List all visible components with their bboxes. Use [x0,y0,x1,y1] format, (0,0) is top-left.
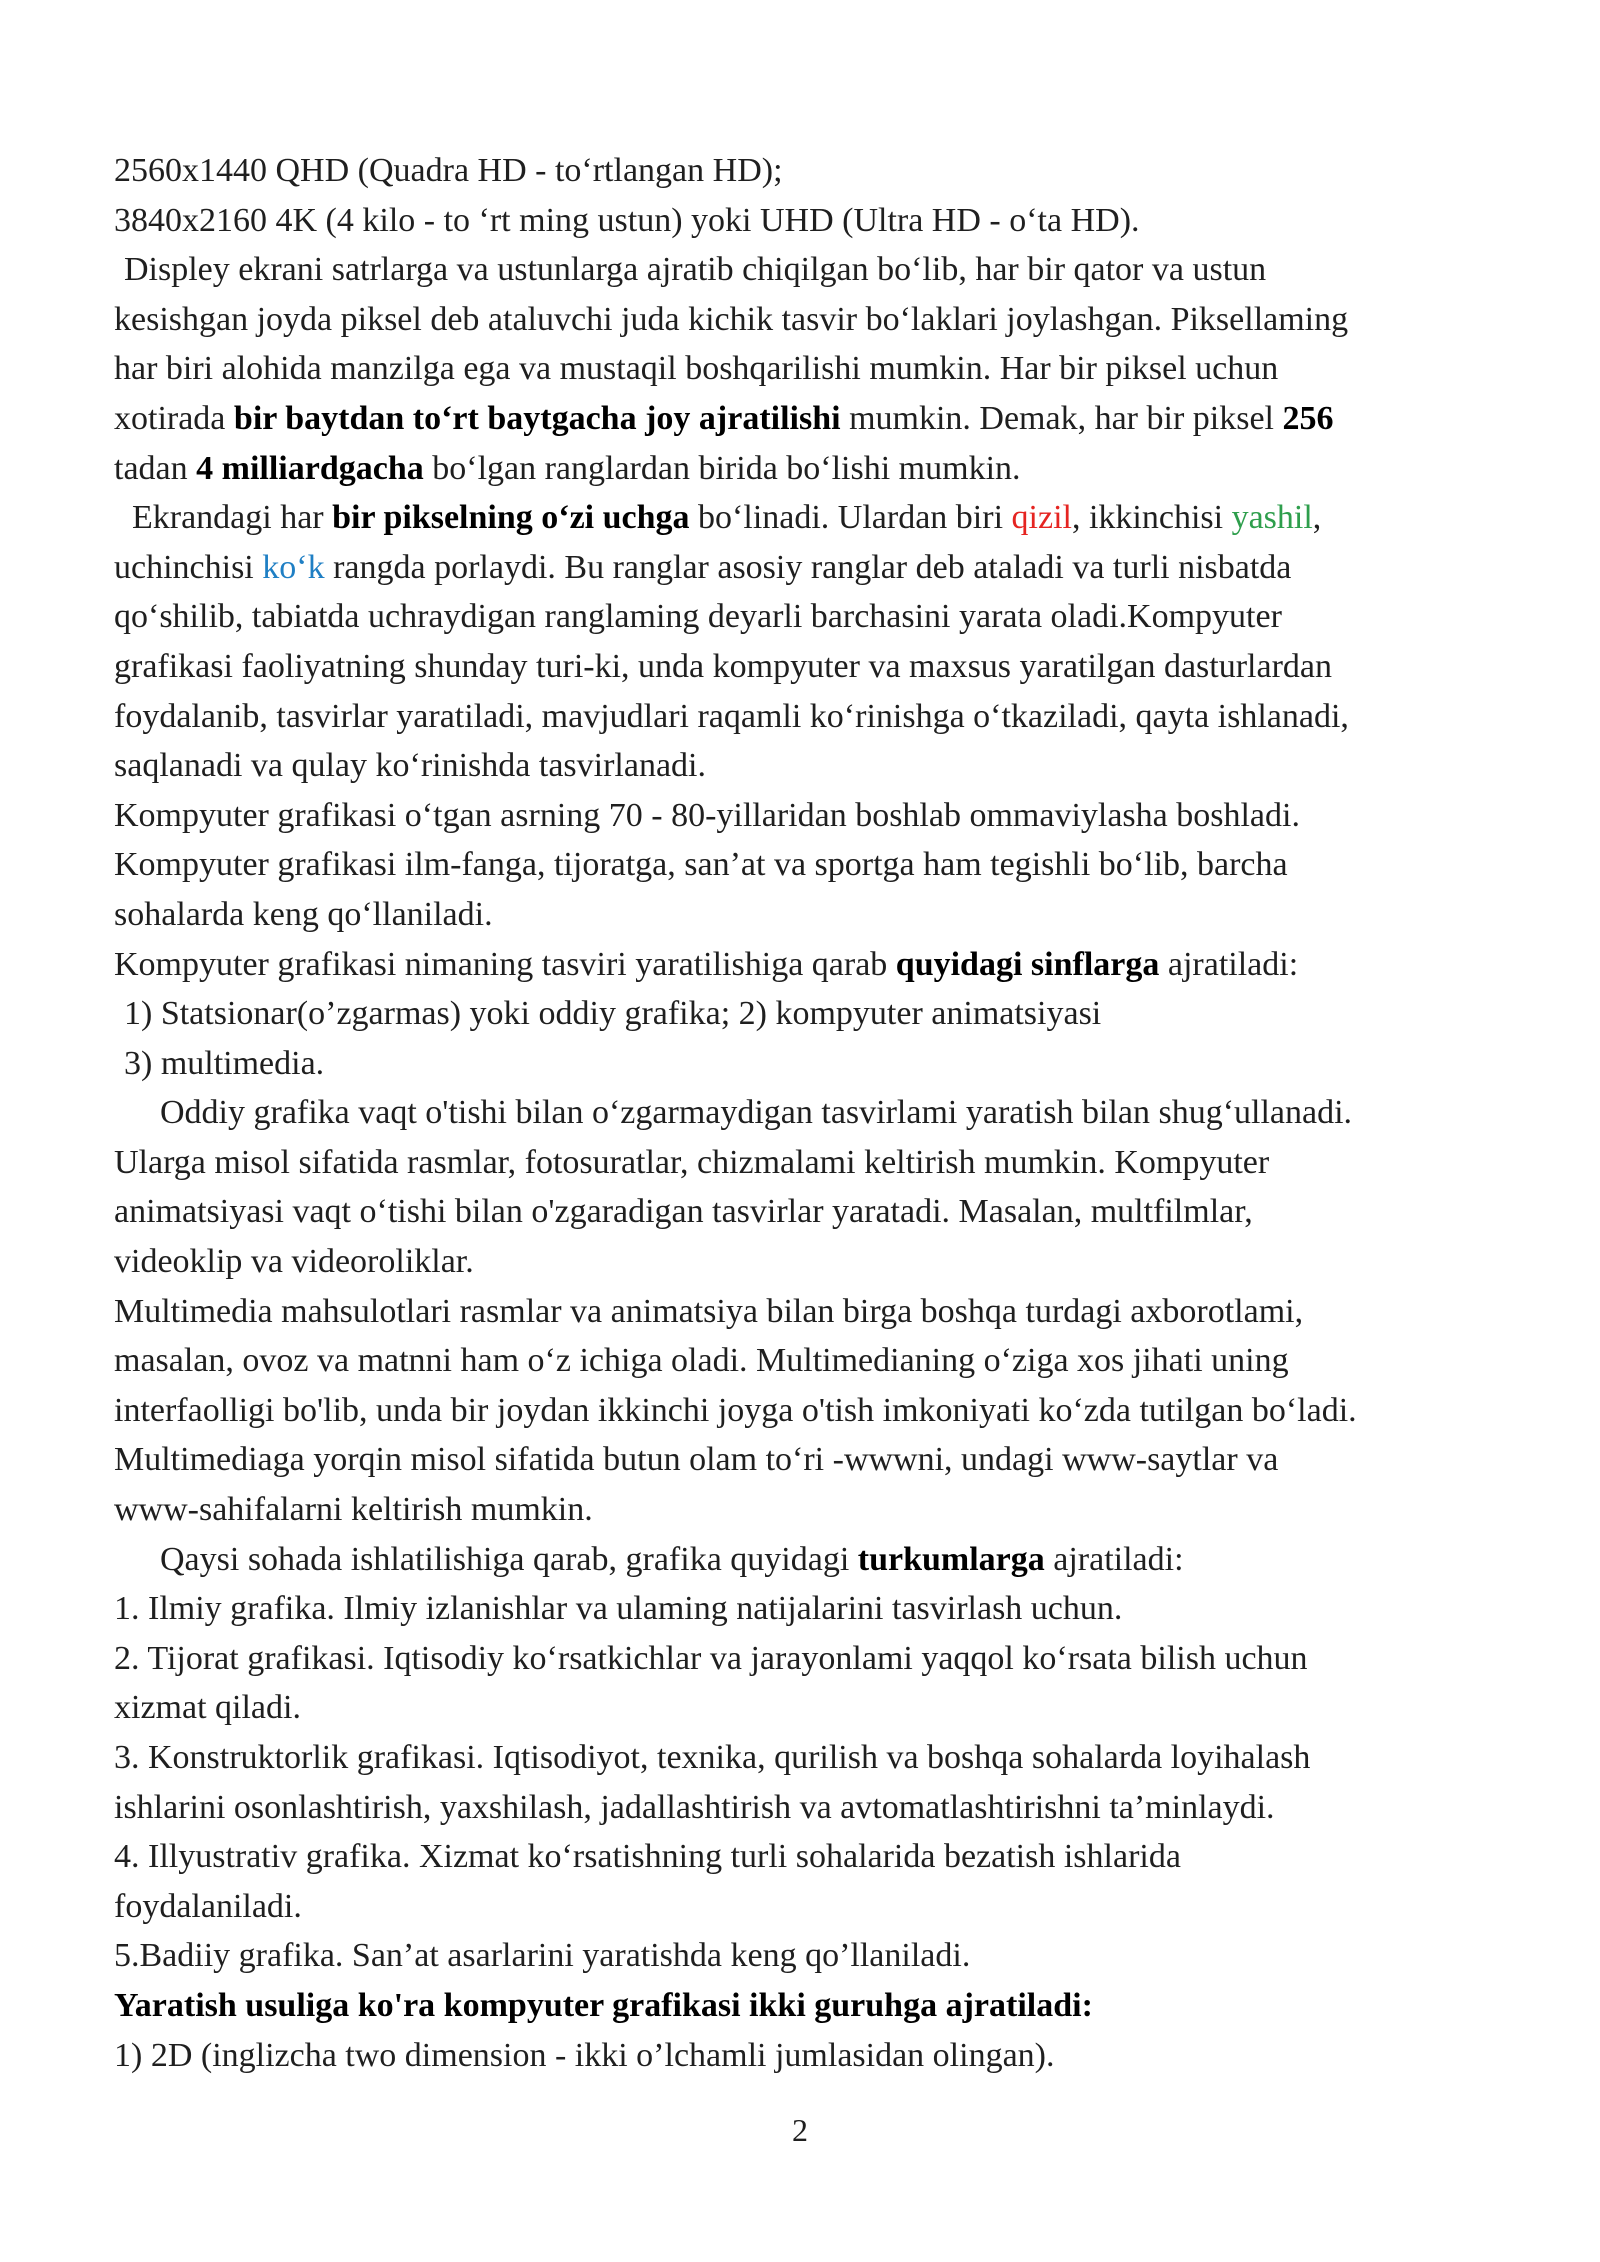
text-line: videoklip va videoroliklar. [114,1243,474,1281]
bold-text: quyidagi sinflarga [895,945,1160,983]
green-word: yashil [1231,499,1313,537]
list-item: 1) 2D (inglizcha two dimension - ikki o’lchamli jumlasidan olingan). [114,2036,1055,2074]
bold-text: Yaratish usuliga ko'ra kompyuter grafikasi ikki guruhga ajratiladi: [114,1986,1093,2024]
list-item: 2. Tijorat grafikasi. Iqtisodiy ko‘rsatkichlar va jarayonlami yaqqol ko‘rsata bilish uchun [114,1639,1308,1677]
bold-text: bir baytdan to‘rt baytgacha joy ajratilishi [233,399,841,437]
bold-text: turkumlarga [857,1540,1045,1578]
paragraph-start-line: Oddiy grafika vaqt o'tishi bilan o‘zgarmaydigan tasvirlami yaratish bilan shug‘ullanadi. [160,1094,1353,1132]
paragraph-start-line: Displey ekrani satrlarga va ustunlarga ajratib chiqilgan bo‘lib, har bir qator va ustun [124,251,1267,289]
text-line: www-sahifalarni keltirish mumkin. [114,1491,593,1529]
text-line: Kompyuter grafikasi o‘tgan asrning 70 - 80-yillaridan boshlab ommaviylasha boshladi. [114,796,1300,834]
blue-word: ko‘k [262,548,325,586]
text-line: kesishgan joyda piksel deb ataluvchi juda kichik tasvir bo‘laklari joylashgan. Piksellaming [114,300,1349,338]
text-line: Ularga misol sifatida rasmlar, fotosuratlar, chizmalami keltirish mumkin. Kompyuter [114,1143,1270,1181]
list-item: 3. Konstruktorlik grafikasi. Iqtisodiyot, texnika, qurilish va boshqa sohalarda loyihalash [114,1739,1311,1776]
text-line: tadan 4 milliardgacha bo‘lgan ranglardan birida bo‘lishi mumkin. [114,449,1021,487]
text-line: Multimediaga yorqin misol sifatida butun olam to‘ri -wwwni, undagi www-saytlar va [114,1441,1279,1479]
text-line: Multimedia mahsulotlari rasmlar va animatsiya bilan birga boshqa turdagi axborotlami, [114,1292,1304,1330]
text-line: grafikasi faoliyatning shunday turi-ki, unda kompyuter va maxsus yaratilgan dasturlardan [114,647,1333,685]
page-number: 2 [792,2112,808,2148]
list-item: 4. Illyustrativ grafika. Xizmat ko‘rsatishning turli sohalarida bezatish ishlarida [114,1838,1181,1876]
bold-text: 4 milliardgacha [196,449,424,487]
text-line: saqlanadi va qulay ko‘rinishda tasvirlanadi. [114,747,706,785]
text-line: 2560x1440 QHD (Quadra HD - to‘rtlangan HD); [114,152,783,189]
text-line: uchinchisi ko‘k rangda porlaydi. Bu ranglar asosiy ranglar deb ataladi va turli nisbatda [114,548,1292,586]
text-line: animatsiyasi vaqt o‘tishi bilan o'zgaradigan tasvirlar yaratadi. Masalan, multfilmlar, [114,1193,1253,1231]
text-line: xotirada bir baytdan to‘rt baytgacha joy ajratilishi mumkin. Demak, har bir piksel 256 [114,399,1334,437]
list-item: 3) multimedia. [124,1044,325,1082]
text-line: ishlarini osonlashtirish, yaxshilash, jadallashtirish va avtomatlashtirishni ta’minlaydi. [114,1788,1275,1826]
text-line: xizmat qiladi. [114,1689,301,1727]
list-item: 1. Ilmiy grafika. Ilmiy izlanishlar va ulaming natijalarini tasvirlash uchun. [114,1590,1123,1628]
text-line: masalan, ovoz va matnni ham o‘z ichiga oladi. Multimedianing o‘ziga xos jihati uning [114,1342,1289,1380]
text-line: Kompyuter grafikasi ilm-fanga, tijoratga, san’at va sportga ham tegishli bo‘lib, barcha [114,846,1288,884]
text-line: sohalarda keng qo‘llaniladi. [114,895,493,933]
document-body [114,146,1514,2080]
text-line: 3840x2160 4K (4 kilo - to ‘rt ming ustun) yoki UHD (Ultra HD - o‘ta HD). [114,201,1140,239]
paragraph-start-line: Ekrandagi har bir pikselning o‘zi uchga bo‘linadi. Ulardan biri qizil, ikkinchisi yashil, [132,499,1322,537]
text-line: foydalaniladi. [114,1887,302,1925]
list-item: 5.Badiiy grafika. San’at asarlarini yaratishda keng qo’llaniladi. [114,1937,971,1975]
section-heading [114,1981,1514,2031]
text-line: har biri alohida manzilga ega va mustaqil boshqarilishi mumkin. Har bir piksel uchun [114,350,1279,388]
text-line: interfaolligi bo'lib, unda bir joydan ikkinchi joyga o'tish imkoniyati ko‘zda tutilgan bo‘ladi. [114,1391,1357,1429]
bold-text: 256 [1282,399,1334,437]
bold-text: bir pikselning o‘zi uchga [332,499,690,537]
text-line: qo‘shilib, tabiatda uchraydigan ranglaming deyarli barchasini yarata oladi.Kompyuter [114,598,1282,636]
red-word: qizil [1011,499,1072,537]
list-item: 1) Statsionar(o’zgarmas) yoki oddiy grafika; 2) kompyuter animatsiyasi [124,995,1102,1033]
text-line: Kompyuter grafikasi nimaning tasviri yaratilishiga qarab quyidagi sinflarga ajratiladi: [114,945,1299,983]
paragraph-start-line: Qaysi sohada ishlatilishiga qarab, grafika quyidagi turkumlarga ajratiladi: [160,1540,1184,1578]
text-line: foydalanib, tasvirlar yaratiladi, mavjudlari raqamli ko‘rinishga o‘tkaziladi, qayta ishlanadi, [114,697,1349,735]
